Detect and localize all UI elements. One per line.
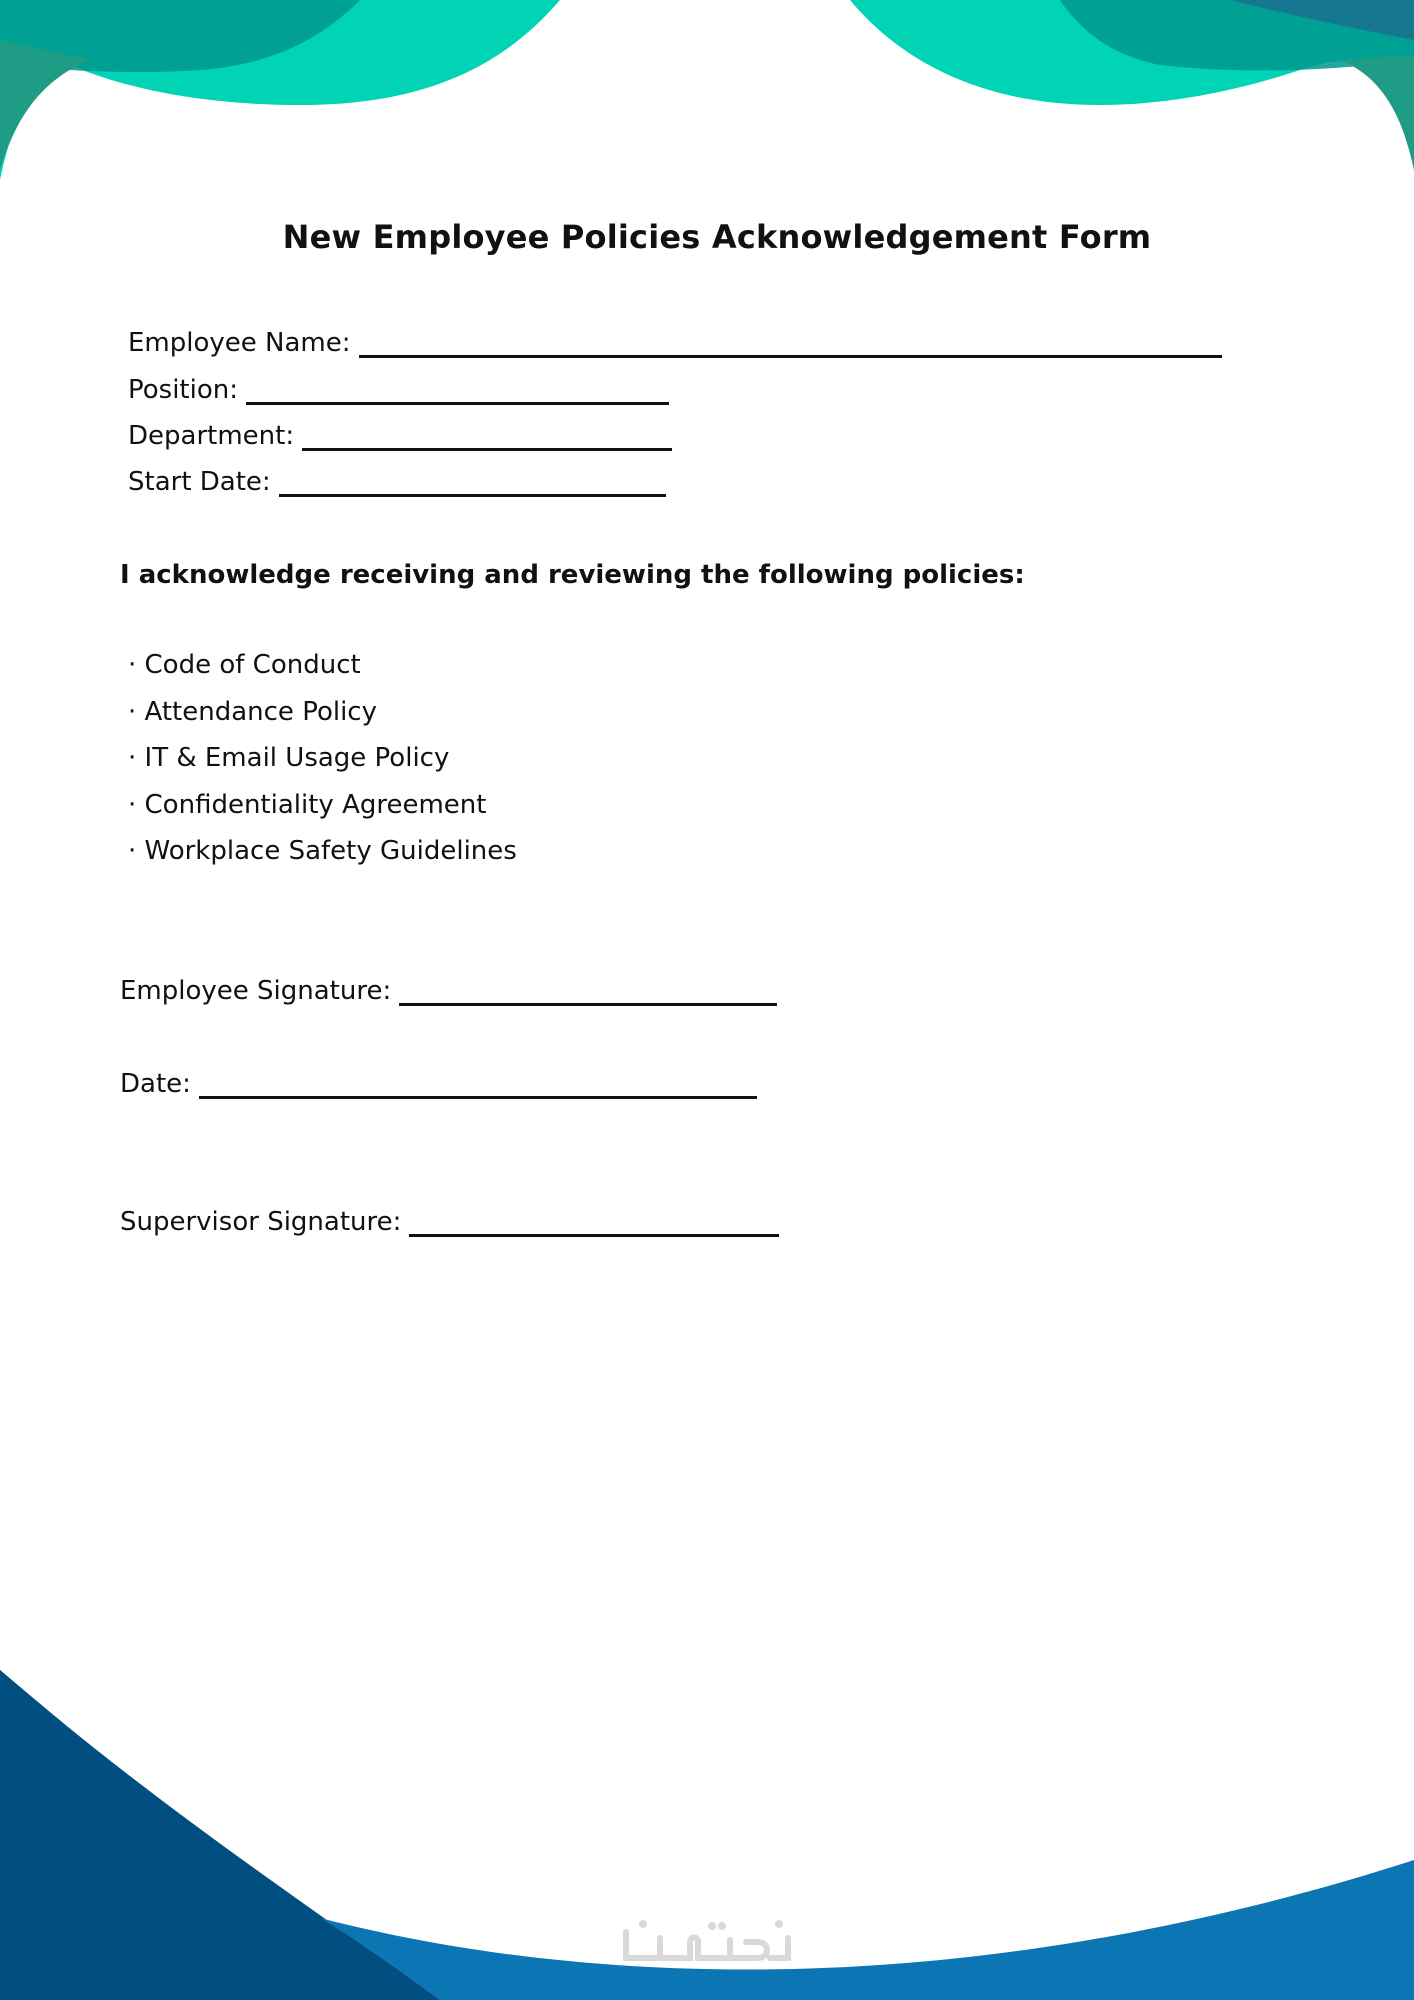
start-date-field[interactable] bbox=[128, 467, 666, 499]
start-date-label: Start Date: bbox=[128, 467, 271, 497]
position-label: Position: bbox=[128, 375, 238, 405]
policy-item: · Code of Conduct bbox=[128, 650, 361, 680]
policy-list bbox=[128, 650, 517, 883]
employee-name-line[interactable] bbox=[359, 331, 1222, 358]
employee-name-label: Employee Name: bbox=[128, 328, 351, 358]
supervisor-signature-field[interactable] bbox=[120, 1207, 779, 1239]
employee-signature-label: Employee Signature: bbox=[120, 976, 392, 1006]
policy-item: · Confidentiality Agreement bbox=[128, 789, 487, 820]
date-field[interactable] bbox=[120, 1069, 757, 1101]
employee-signature-field[interactable] bbox=[120, 976, 777, 1008]
start-date-line[interactable] bbox=[279, 470, 666, 497]
department-label: Department: bbox=[128, 421, 295, 451]
supervisor-signature-line[interactable] bbox=[409, 1210, 779, 1237]
department-field[interactable] bbox=[128, 421, 672, 453]
top-wave-decoration bbox=[0, 0, 1414, 200]
acknowledgement-statement: I acknowledge receiving and reviewing the following policies: bbox=[120, 560, 1025, 590]
date-line[interactable] bbox=[199, 1072, 757, 1099]
position-field[interactable] bbox=[128, 375, 669, 407]
supervisor-signature-label: Supervisor Signature: bbox=[120, 1207, 402, 1237]
department-line[interactable] bbox=[302, 424, 672, 451]
employee-name-field[interactable] bbox=[128, 328, 1222, 360]
policy-item: · Workplace Safety Guidelines bbox=[128, 836, 517, 866]
position-line[interactable] bbox=[246, 378, 669, 405]
employee-signature-line[interactable] bbox=[399, 979, 777, 1006]
khamsat-watermark-logo bbox=[620, 1912, 796, 1968]
policy-item: · Attendance Policy bbox=[128, 696, 377, 727]
policy-item: · IT & Email Usage Policy bbox=[128, 743, 450, 773]
form-title: New Employee Policies Acknowledgement Form bbox=[282, 218, 1152, 256]
date-label: Date: bbox=[120, 1069, 191, 1099]
